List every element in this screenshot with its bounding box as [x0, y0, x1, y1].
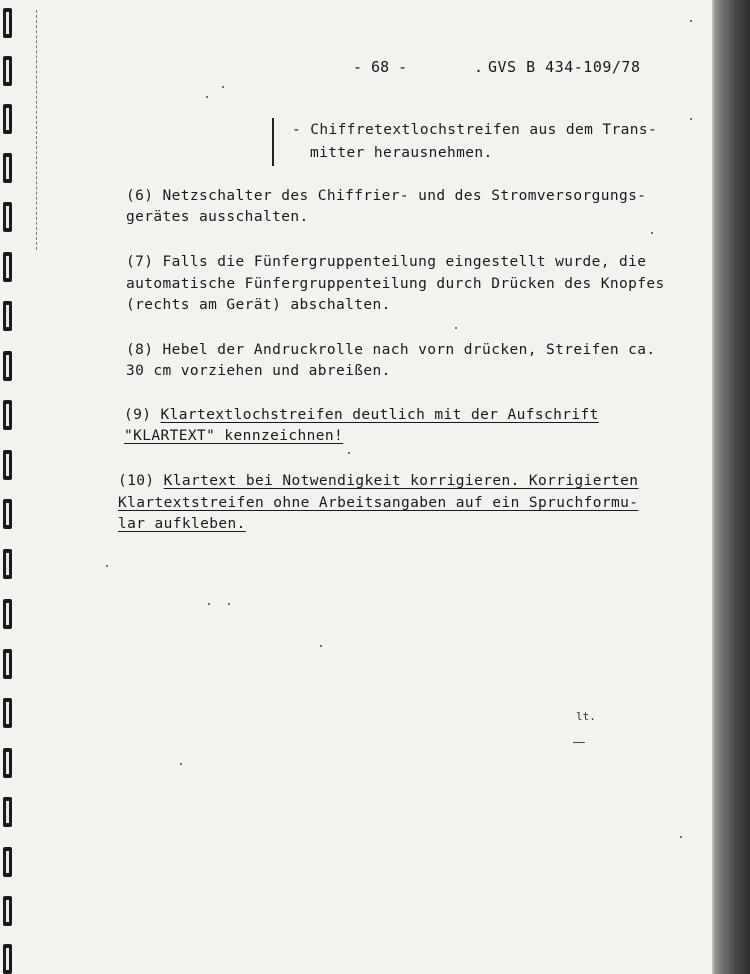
- punch-hole: [3, 351, 12, 381]
- item-number: (10): [118, 473, 164, 489]
- punch-hole: [3, 599, 12, 629]
- document-reference: GVS B 434-109/78: [488, 58, 641, 76]
- punch-hole: [3, 847, 12, 877]
- ink-speck: [180, 763, 182, 765]
- punch-hole: [3, 56, 12, 86]
- ink-speck: [222, 86, 224, 88]
- underlined-text: lar aufkleben.: [118, 516, 246, 532]
- ink-speck: [680, 836, 682, 838]
- ink-speck: [320, 645, 322, 647]
- item-number: (9): [124, 407, 161, 423]
- text-line: (8) Hebel der Andruckrolle nach vorn drücken, Streifen ca.: [126, 342, 656, 358]
- punch-hole: [3, 202, 12, 232]
- punch-hole: [3, 450, 12, 480]
- punch-hole: [3, 499, 12, 529]
- header-dot: .: [474, 58, 484, 76]
- underlined-text: Klartext bei Notwendigkeit korrigieren. Korrigierten: [163, 473, 639, 489]
- punch-hole: [3, 8, 12, 38]
- underlined-text: Klartextlochstreifen deutlich mit der Aufschrift: [160, 407, 599, 423]
- underlined-text: "KLARTEXT" kennzeichnen!: [124, 428, 344, 444]
- punch-hole: [3, 400, 12, 430]
- text-line: mitter herausnehmen.: [310, 145, 493, 161]
- ink-speck: [206, 96, 208, 98]
- ink-speck: [348, 452, 350, 454]
- punch-hole: [3, 301, 12, 331]
- punch-hole: [3, 944, 12, 974]
- margin-annotation: lt.: [576, 710, 596, 723]
- ink-speck: [690, 20, 692, 22]
- punch-hole: [3, 252, 12, 282]
- margin-line: [36, 10, 37, 250]
- text-line: (rechts am Gerät) abschalten.: [126, 297, 391, 313]
- ink-speck: [573, 742, 585, 743]
- punch-hole: [3, 549, 12, 579]
- text-line: - Chiffretextlochstreifen aus dem Trans-: [292, 122, 658, 138]
- text-line: [124, 407, 599, 423]
- punch-hole: [3, 896, 12, 926]
- punch-hole: [3, 153, 12, 183]
- text-line: automatische Fünfergruppenteilung durch Drücken des Knopfes: [126, 276, 665, 292]
- punch-hole: [3, 104, 12, 134]
- text-line: 30 cm vorziehen und abreißen.: [126, 363, 391, 379]
- text-line: [118, 473, 638, 489]
- ink-speck: [228, 603, 230, 605]
- revision-bar: [272, 118, 274, 166]
- punch-hole: [3, 698, 12, 728]
- text-line: (7) Falls die Fünfergruppenteilung eingestellt wurde, die: [126, 254, 647, 270]
- ink-speck: [690, 118, 692, 120]
- text-line: (6) Netzschalter des Chiffrier- und des Stromversorgungs-: [126, 188, 647, 204]
- page-number: - 68 -: [353, 58, 408, 76]
- ink-speck: [208, 603, 210, 605]
- ink-speck: [455, 327, 457, 329]
- ink-speck: [106, 565, 108, 567]
- punch-hole: [3, 649, 12, 679]
- binder-strip: [714, 0, 750, 974]
- ink-speck: [651, 232, 653, 234]
- text-line: gerätes ausschalten.: [126, 209, 309, 225]
- punch-hole: [3, 797, 12, 827]
- punch-hole: [3, 748, 12, 778]
- underlined-text: Klartextstreifen ohne Arbeitsangaben auf ein Spruchformu-: [118, 495, 639, 511]
